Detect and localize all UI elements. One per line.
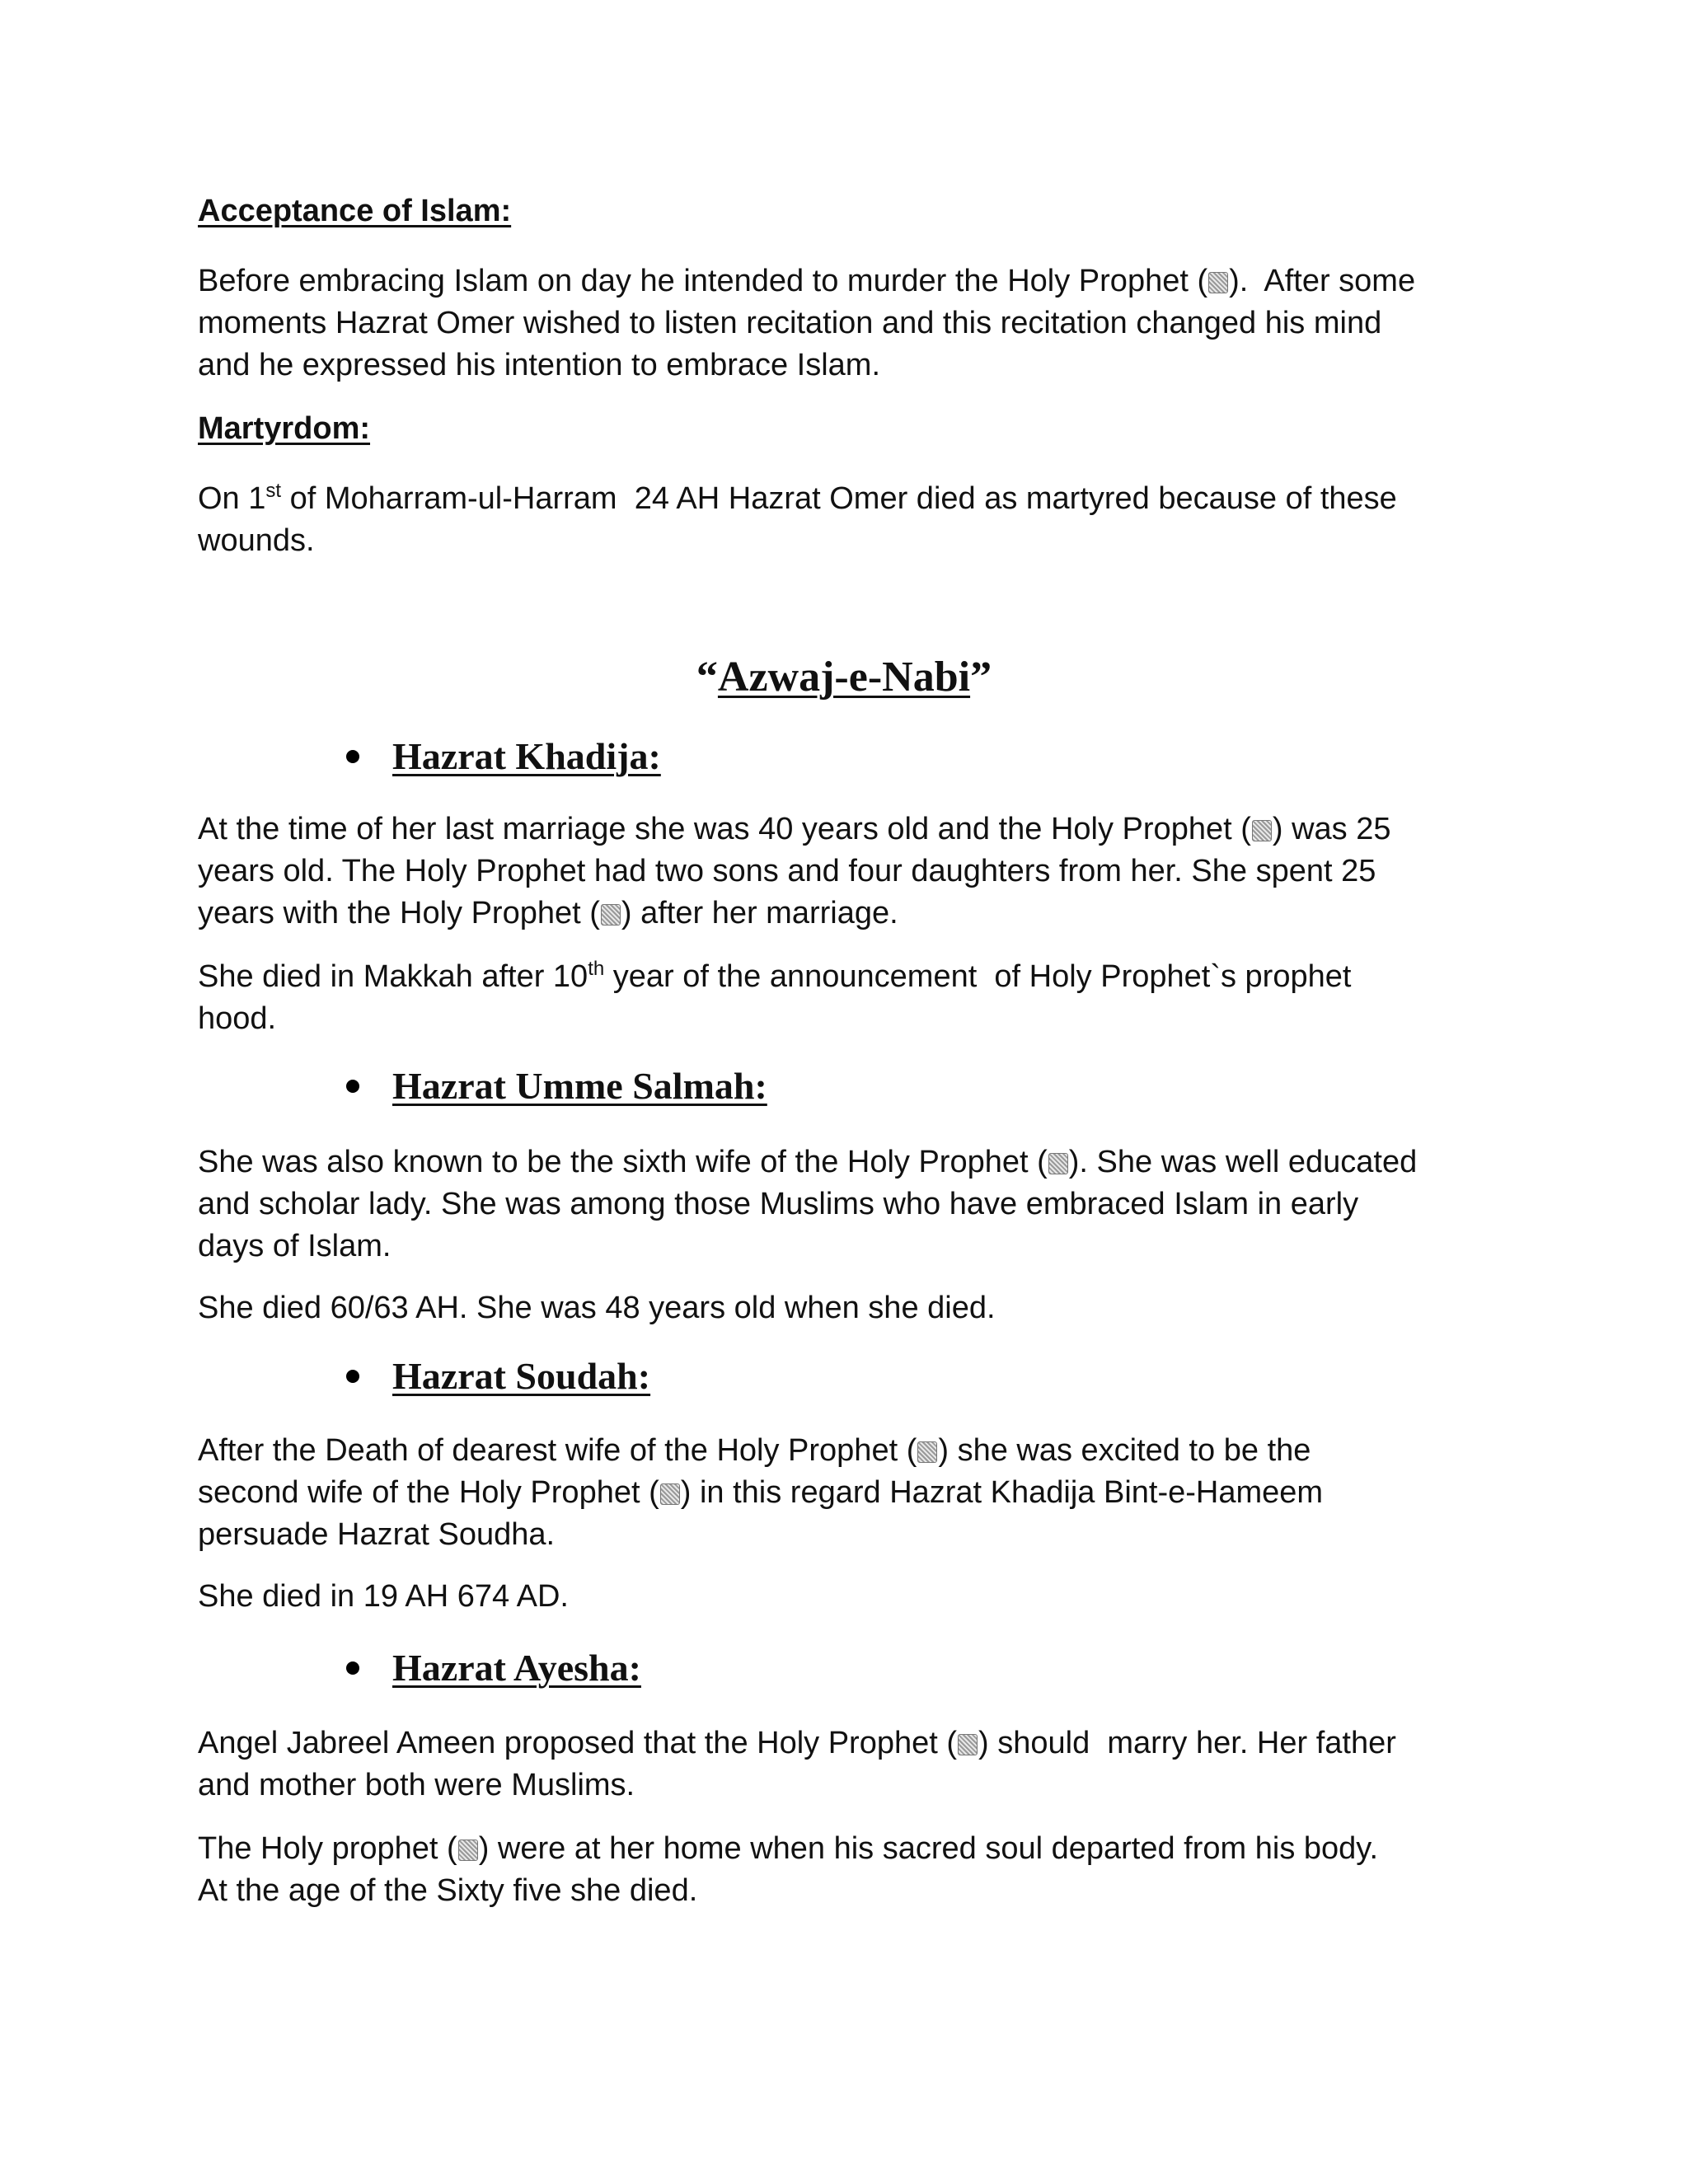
title-open-quote: “	[696, 654, 718, 701]
martyrdom-heading: Martyrdom:	[198, 411, 371, 446]
salawat-icon	[458, 1840, 478, 1861]
soudah-line-1a: After the Death of dearest wife of the Holy Prophet (	[198, 1433, 917, 1468]
acceptance-line-2: moments Hazrat Omer wished to listen recitation and this recitation changed his mind	[198, 306, 1382, 340]
martyrdom-sup: st	[265, 480, 282, 502]
acceptance-line-1b: ). After some	[1229, 264, 1416, 298]
khadija-line-3a: years with the Holy Prophet (	[198, 896, 600, 930]
soudah-paragraph-1	[198, 1430, 1500, 1556]
khadija-paragraph-2	[198, 956, 1500, 1040]
martyrdom-line-2: wounds.	[198, 523, 315, 558]
salawat-icon	[1048, 1153, 1068, 1174]
page-title	[0, 651, 1688, 704]
ayesha-p2-line-1a: The Holy prophet (	[198, 1831, 457, 1866]
khadija-paragraph-1	[198, 808, 1500, 935]
salawat-icon	[1208, 272, 1228, 293]
salawat-icon	[917, 1441, 937, 1463]
bullet-icon	[346, 1661, 359, 1675]
ayesha-heading: Hazrat Ayesha:	[392, 1647, 641, 1689]
salmah-line-1b: ). She was well educated	[1068, 1145, 1418, 1179]
salmah-p2: She died 60/63 AH. She was 48 years old when she died.	[198, 1291, 996, 1325]
salawat-icon	[1252, 820, 1272, 841]
khadija-line-1a: At the time of her last marriage she was 40 years old and the Holy Prophet (	[198, 812, 1251, 846]
khadija-line-1b: ) was 25	[1272, 812, 1391, 846]
martyrdom-paragraph	[198, 478, 1500, 562]
martyrdom-line-1a: On 1	[198, 481, 266, 516]
soudah-heading-row	[346, 1352, 650, 1401]
soudah-line-1b: ) she was excited to be the	[938, 1433, 1311, 1468]
salmah-line-2: and scholar lady. She was among those Muslims who have embraced Islam in early	[198, 1187, 1359, 1221]
salmah-line-3: days of Islam.	[198, 1229, 392, 1263]
acceptance-heading: Acceptance of Islam:	[198, 194, 512, 228]
salawat-icon	[601, 904, 621, 926]
acceptance-paragraph	[198, 260, 1500, 387]
acceptance-line-3: and he expressed his intention to embrace Islam.	[198, 348, 881, 382]
khadija-p2-line-2: hood.	[198, 1001, 277, 1036]
khadija-p2-a: She died in Makkah after 10	[198, 959, 588, 994]
salawat-icon	[958, 1734, 978, 1755]
ayesha-line-1b: ) should marry her. Her father	[978, 1726, 1396, 1760]
soudah-line-2a: second wife of the Holy Prophet (	[198, 1475, 659, 1510]
martyrdom-section	[198, 407, 1500, 450]
soudah-p2: She died in 19 AH 674 AD.	[198, 1579, 569, 1614]
ayesha-line-2: and mother both were Muslims.	[198, 1768, 635, 1802]
acceptance-section	[198, 190, 1500, 232]
martyrdom-line-1b: of Moharram-ul-Harram 24 AH Hazrat Omer died as martyred because of these	[281, 481, 1397, 516]
khadija-line-3b: ) after her marriage.	[621, 896, 898, 930]
salmah-paragraph-2	[198, 1287, 1500, 1329]
ayesha-p2-line-2: At the age of the Sixty five she died.	[198, 1873, 698, 1908]
bullet-icon	[346, 1370, 359, 1383]
acceptance-line-1a: Before embracing Islam on day he intended to murder the Holy Prophet (	[198, 264, 1208, 298]
salawat-icon	[660, 1483, 680, 1505]
khadija-line-2: years old. The Holy Prophet had two sons and four daughters from her. She spent 25	[198, 854, 1376, 888]
soudah-heading: Hazrat Soudah:	[392, 1355, 651, 1397]
title-text: Azwaj-e-Nabi	[717, 654, 971, 701]
salmah-heading: Hazrat Umme Salmah:	[392, 1065, 767, 1107]
salmah-line-1a: She was also known to be the sixth wife of the Holy Prophet (	[198, 1145, 1048, 1179]
ayesha-heading-row	[346, 1643, 641, 1693]
soudah-paragraph-2	[198, 1576, 1500, 1618]
salmah-paragraph-1	[198, 1141, 1500, 1268]
bullet-icon	[346, 1080, 359, 1093]
title-close-quote: ”	[970, 654, 992, 701]
soudah-line-2b: ) in this regard Hazrat Khadija Bint-e-Hameem	[680, 1475, 1324, 1510]
ayesha-p2-line-1b: ) were at her home when his sacred soul departed from his body.	[478, 1831, 1379, 1866]
bullet-icon	[346, 750, 359, 763]
khadija-p2-b: year of the announcement of Holy Prophet`s prophet	[604, 959, 1352, 994]
khadija-heading-row	[346, 732, 661, 781]
khadija-p2-sup: th	[588, 958, 605, 980]
khadija-heading: Hazrat Khadija:	[392, 735, 661, 777]
ayesha-paragraph-2	[198, 1828, 1500, 1912]
soudah-line-3: persuade Hazrat Soudha.	[198, 1517, 556, 1552]
ayesha-paragraph-1	[198, 1722, 1500, 1807]
salmah-heading-row	[346, 1062, 767, 1111]
ayesha-line-1a: Angel Jabreel Ameen proposed that the Holy Prophet (	[198, 1726, 958, 1760]
